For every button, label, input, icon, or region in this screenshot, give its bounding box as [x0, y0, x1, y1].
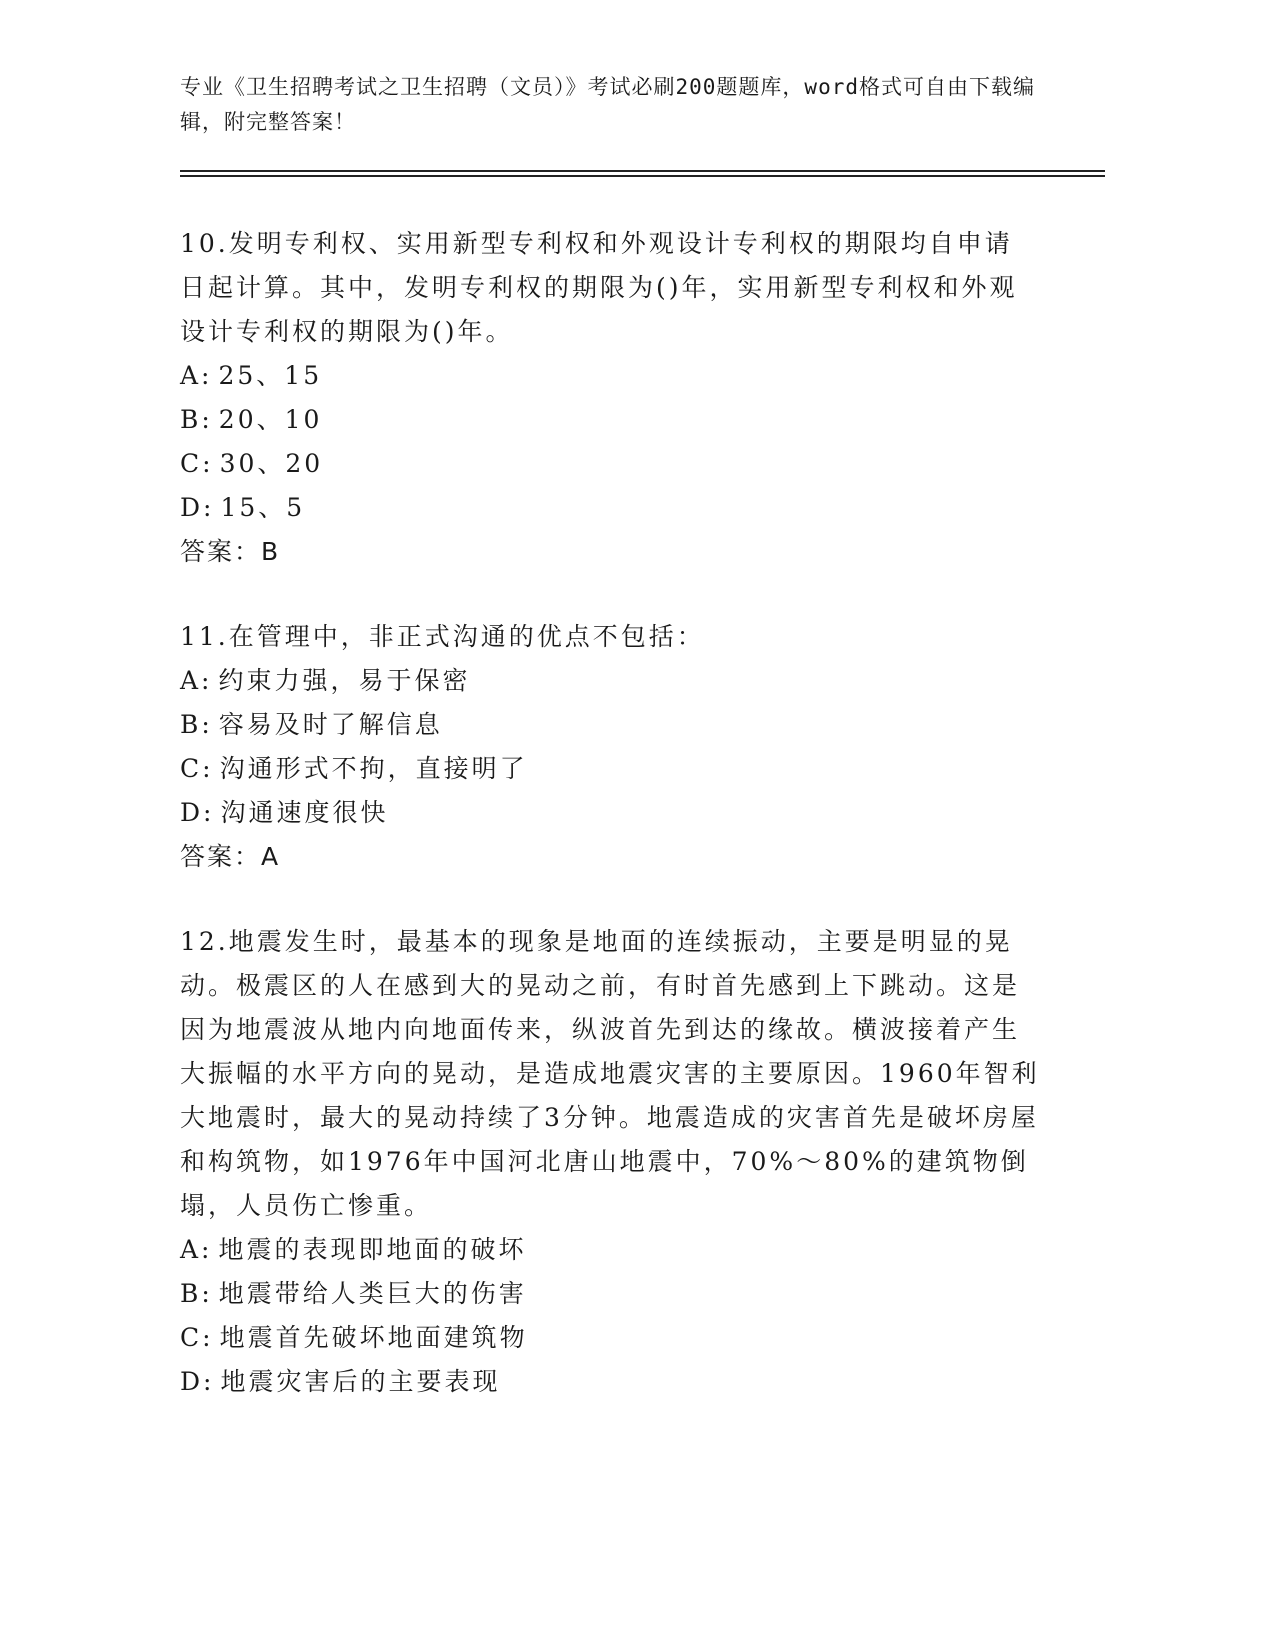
option-b	[180, 398, 1040, 442]
option-text: 地震首先破坏地面建筑物	[219, 1323, 528, 1352]
option-text: 容易及时了解信息	[218, 710, 443, 739]
question-stem: 11.在管理中，非正式沟通的优点不包括：	[180, 622, 705, 651]
header-divider-top	[180, 170, 1105, 172]
question-12	[180, 920, 1040, 1404]
option-a	[180, 354, 1040, 398]
question-stem: 10.发明专利权、实用新型专利权和外观设计专利权的期限均自申请日起计算。其中，发明专利权的期限为()年，实用新型专利权和外观设计专利权的期限为()年。	[180, 229, 1018, 346]
option-a	[180, 659, 1040, 703]
answer-line: 答案：A	[180, 842, 281, 871]
option-text: 地震灾害后的主要表现	[220, 1367, 501, 1396]
option-text: 约束力强，易于保密	[218, 666, 471, 695]
document-intro: 专业《卫生招聘考试之卫生招聘（文员）》考试必刷200题题库，word格式可自由下载编辑，附完整答案！	[180, 75, 1035, 134]
option-b	[180, 703, 1040, 747]
option-text: 20、10	[218, 405, 323, 434]
answer-line: 答案：B	[180, 537, 281, 566]
option-letter: C:	[180, 1323, 214, 1352]
option-letter: C:	[180, 449, 214, 478]
option-text: 30、20	[219, 449, 324, 478]
option-b	[180, 1272, 1040, 1316]
header-divider-bottom	[180, 175, 1105, 177]
option-letter: B:	[180, 1279, 213, 1308]
option-letter: B:	[180, 710, 213, 739]
option-letter: D:	[180, 1367, 215, 1396]
option-c	[180, 747, 1040, 791]
option-text: 沟通速度很快	[220, 798, 389, 827]
option-c	[180, 1316, 1040, 1360]
option-letter: B:	[180, 405, 213, 434]
question-11	[180, 615, 1040, 879]
option-d	[180, 791, 1040, 835]
option-d	[180, 1360, 1040, 1404]
option-text: 地震带给人类巨大的伤害	[218, 1279, 527, 1308]
option-text: 地震的表现即地面的破坏	[218, 1235, 527, 1264]
question-stem: 12.地震发生时，最基本的现象是地面的连续振动，主要是明显的晃动。极震区的人在感到大的晃动之前，有时首先感到上下跳动。这是因为地震波从地内向地面传来，纵波首先到达的缘故。横波接着产生大振幅的水平方向的晃动，是造成地震灾害的主要原因。1960年智利大地震时，最大的晃动持续了3分钟。地震造成的灾害首先是破坏房屋和构筑物，如1976年中国河北唐山地震中，70%～80%的建筑物倒塌，人员伤亡惨重。	[180, 927, 1040, 1220]
option-c	[180, 442, 1040, 486]
option-d	[180, 486, 1040, 530]
option-letter: A:	[180, 666, 213, 695]
option-text: 25、15	[218, 361, 323, 390]
option-letter: A:	[180, 1235, 213, 1264]
option-text: 沟通形式不拘，直接明了	[219, 754, 528, 783]
option-a	[180, 1228, 1040, 1272]
option-letter: D:	[180, 493, 215, 522]
option-text: 15、5	[220, 493, 306, 522]
option-letter: A:	[180, 361, 213, 390]
option-letter: D:	[180, 798, 215, 827]
question-10	[180, 222, 1040, 574]
option-letter: C:	[180, 754, 214, 783]
